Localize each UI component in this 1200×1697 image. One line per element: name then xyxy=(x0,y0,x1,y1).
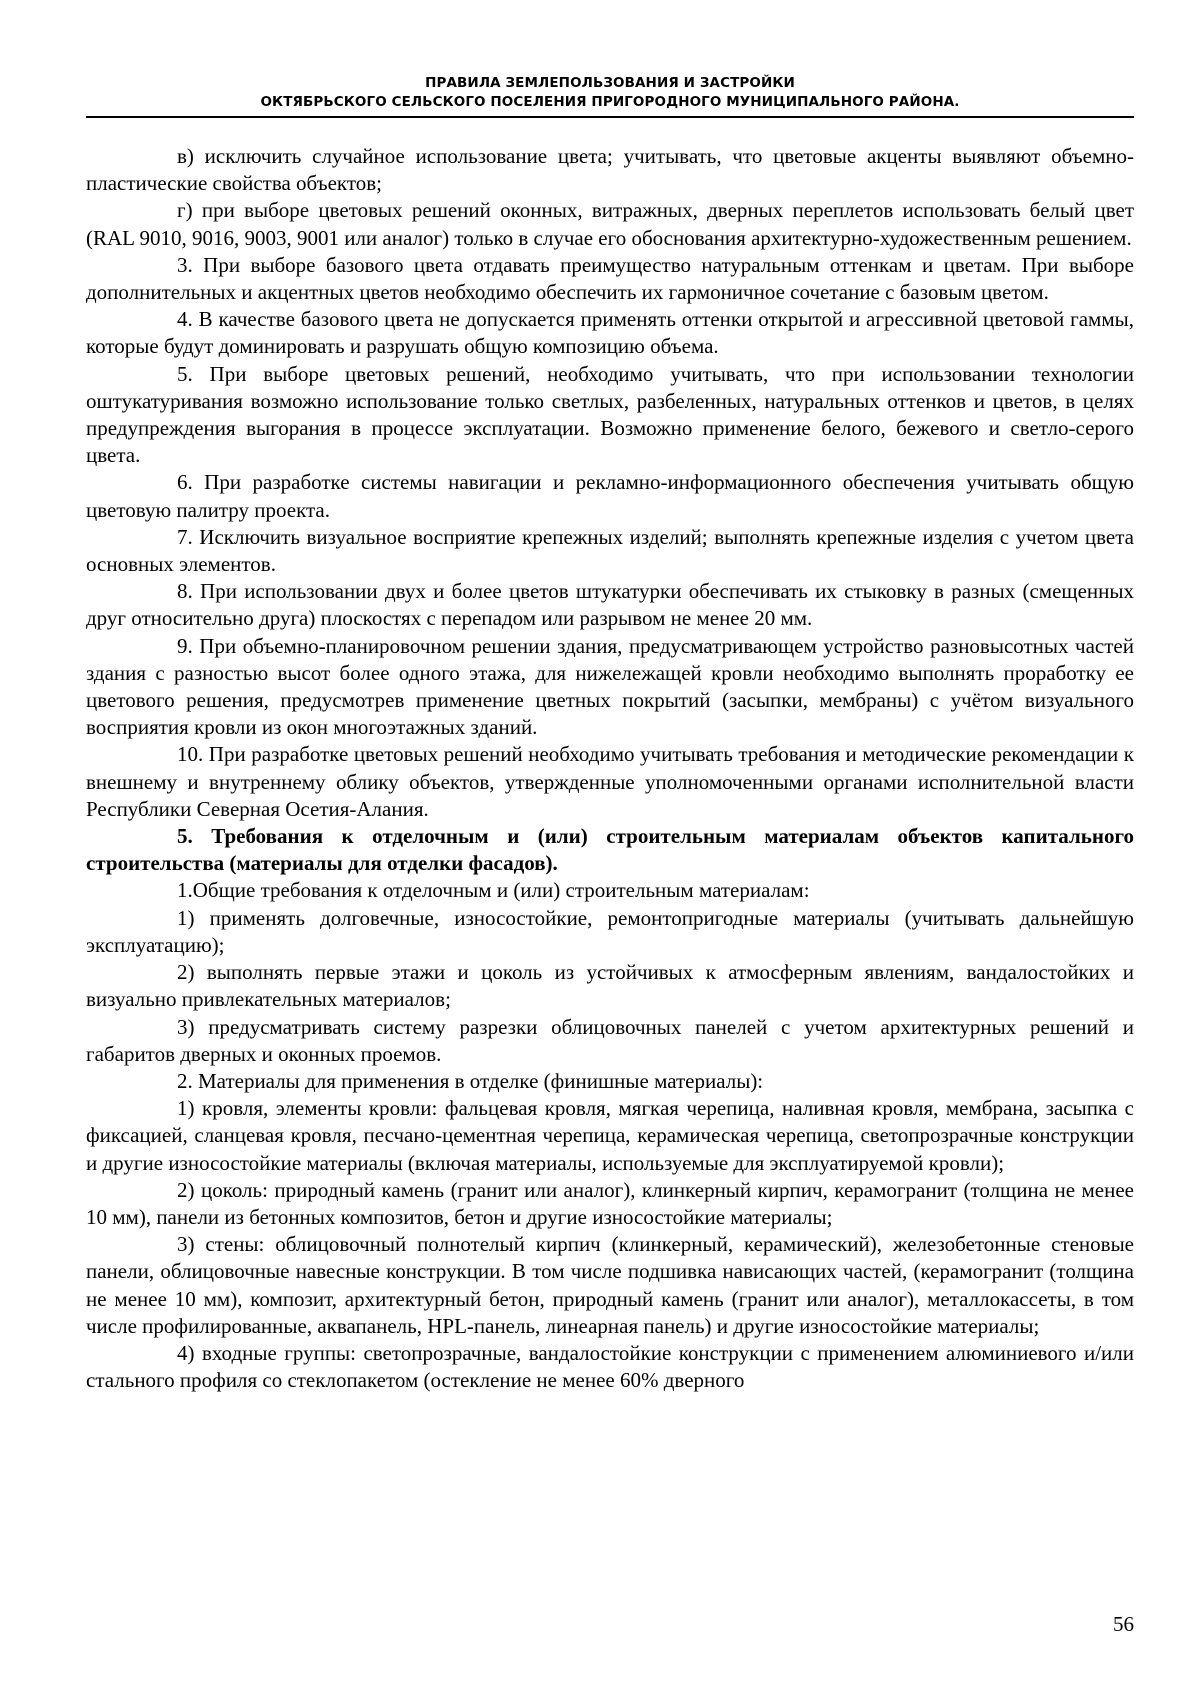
header-line-2: ОКТЯБРЬСКОГО СЕЛЬСКОГО ПОСЕЛЕНИЯ ПРИГОРОДНОГО МУНИЦИПАЛЬНОГО РАЙОНА. xyxy=(260,94,960,110)
paragraph: 3) стены: облицовочный полнотелый кирпич (клинкерный, керамический), железобетонные стеновые панели, облицовочные навесные конструкции. В том числе подшивка нависающих частей, (керамогранит (толщина не менее 10 мм), композит, архитектурный бетон, природный камень (гранит или аналог), металлокассеты, в том числе профилированные, аквапанель, HPL-панель, линеарная панель) и другие износостойкие материалы; xyxy=(86,1232,1134,1338)
paragraph: в) исключить случайное использование цвета; учитывать, что цветовые акценты выявляют объемно-пластические свойства объектов; xyxy=(86,144,1134,196)
paragraph: 2) цоколь: природный камень (гранит или аналог), клинкерный кирпич, керамогранит (толщина не менее 10 мм), панели из бетонных композитов, бетон и другие износостойкие материалы; xyxy=(86,1177,1134,1229)
paragraph: 10. При разработке цветовых решений необходимо учитывать требования и методические рекомендации к внешнему и внутреннему облику объектов, утвержденные уполномоченными органами исполнительной власти Республики Северная Осетия-Алания. xyxy=(86,742,1134,821)
paragraph: 6. При разработке системы навигации и рекламно-информационного обеспечения учитывать общую цветовую палитру проекта. xyxy=(86,470,1134,522)
paragraph: 9. При объемно-планировочном решении здания, предусматривающем устройство разновысотных частей здания с разностью высот более одного этажа, для нижележащей кровли необходимо выполнять проработку ее цветового решения, предусмотрев применение цветных покрытий (засыпки, мембраны) с учётом визуального восприятия кровли из окон многоэтажных зданий. xyxy=(86,633,1134,740)
paragraph: 3) предусматривать систему разрезки облицовочных панелей с учетом архитектурных решений и габаритов дверных и оконных проемов. xyxy=(86,1014,1134,1066)
header-line-1: ПРАВИЛА ЗЕМЛЕПОЛЬЗОВАНИЯ И ЗАСТРОЙКИ xyxy=(425,75,795,91)
paragraph: 2) выполнять первые этажи и цоколь из устойчивых к атмосферным явлениям, вандалостойких и визуально привлекательных материалов; xyxy=(86,960,1134,1012)
running-header xyxy=(86,74,1134,112)
header-rule xyxy=(86,116,1134,118)
paragraph: 7. Исключить визуальное восприятие крепежных изделий; выполнять крепежные изделия с учетом цвета основных элементов. xyxy=(86,524,1134,577)
paragraph: 3. При выборе базового цвета отдавать преимущество натуральным оттенкам и цветам. При выборе дополнительных и акцентных цветов необходимо обеспечить их гармоничное сочетание с базовым цветом. xyxy=(86,252,1134,305)
paragraph: 1) применять долговечные, износостойкие, ремонтопригодные материалы (учитывать дальнейшую эксплуатацию); xyxy=(86,905,1134,957)
paragraph: 4) входные группы: светопрозрачные, вандалостойкие конструкции с применением алюминиевого и/или стального профиля со стеклопакетом (остекление не менее 60% дверного xyxy=(86,1340,1134,1393)
page-number: 56 xyxy=(1113,1612,1134,1636)
paragraph: 1) кровля, элементы кровли: фальцевая кровля, мягкая черепица, наливная кровля, мембрана, засыпка с фиксацией, сланцевая кровля, песчано-цементная черепица, керамическая черепица, светопрозрачные конструкции и другие износостойкие материалы (включая материалы, используемые для эксплуатируемой кровли); xyxy=(86,1096,1134,1175)
paragraph: г) при выборе цветовых решений оконных, витражных, дверных переплетов использовать белый цвет (RAL 9010, 9016, 9003, 9001 или аналог) только в случае его обоснования архитектурно-художественным решением. xyxy=(86,198,1134,250)
paragraph: 2. Материалы для применения в отделке (финишные материалы): xyxy=(177,1068,764,1093)
paragraph: 1.Общие требования к отделочным и (или) строительным материалам: xyxy=(177,878,810,903)
paragraph: 4. В качестве базового цвета не допускается применять оттенки открытой и агрессивной цветовой гаммы, которые будут доминировать и разрушать общую композицию объема. xyxy=(86,307,1134,359)
document-body xyxy=(86,143,1134,1394)
paragraph: 8. При использовании двух и более цветов штукатурки обеспечивать их стыковку в разных (смещенных друг относительно друга) плоскостях с перепадом или разрывом не менее 20 мм. xyxy=(86,579,1134,631)
section-heading: 5. Требования к отделочным и (или) строительным материалам объектов капитального строительства (материалы для отделки фасадов). xyxy=(86,824,1134,876)
paragraph: 5. При выборе цветовых решений, необходимо учитывать, что при использовании технологии оштукатуривания возможно использование только светлых, разбеленных, натуральных оттенков и цветов, в целях предупреждения выгорания в процессе эксплуатации. Возможно применение белого, бежевого и светло-серого цвета. xyxy=(86,361,1134,468)
